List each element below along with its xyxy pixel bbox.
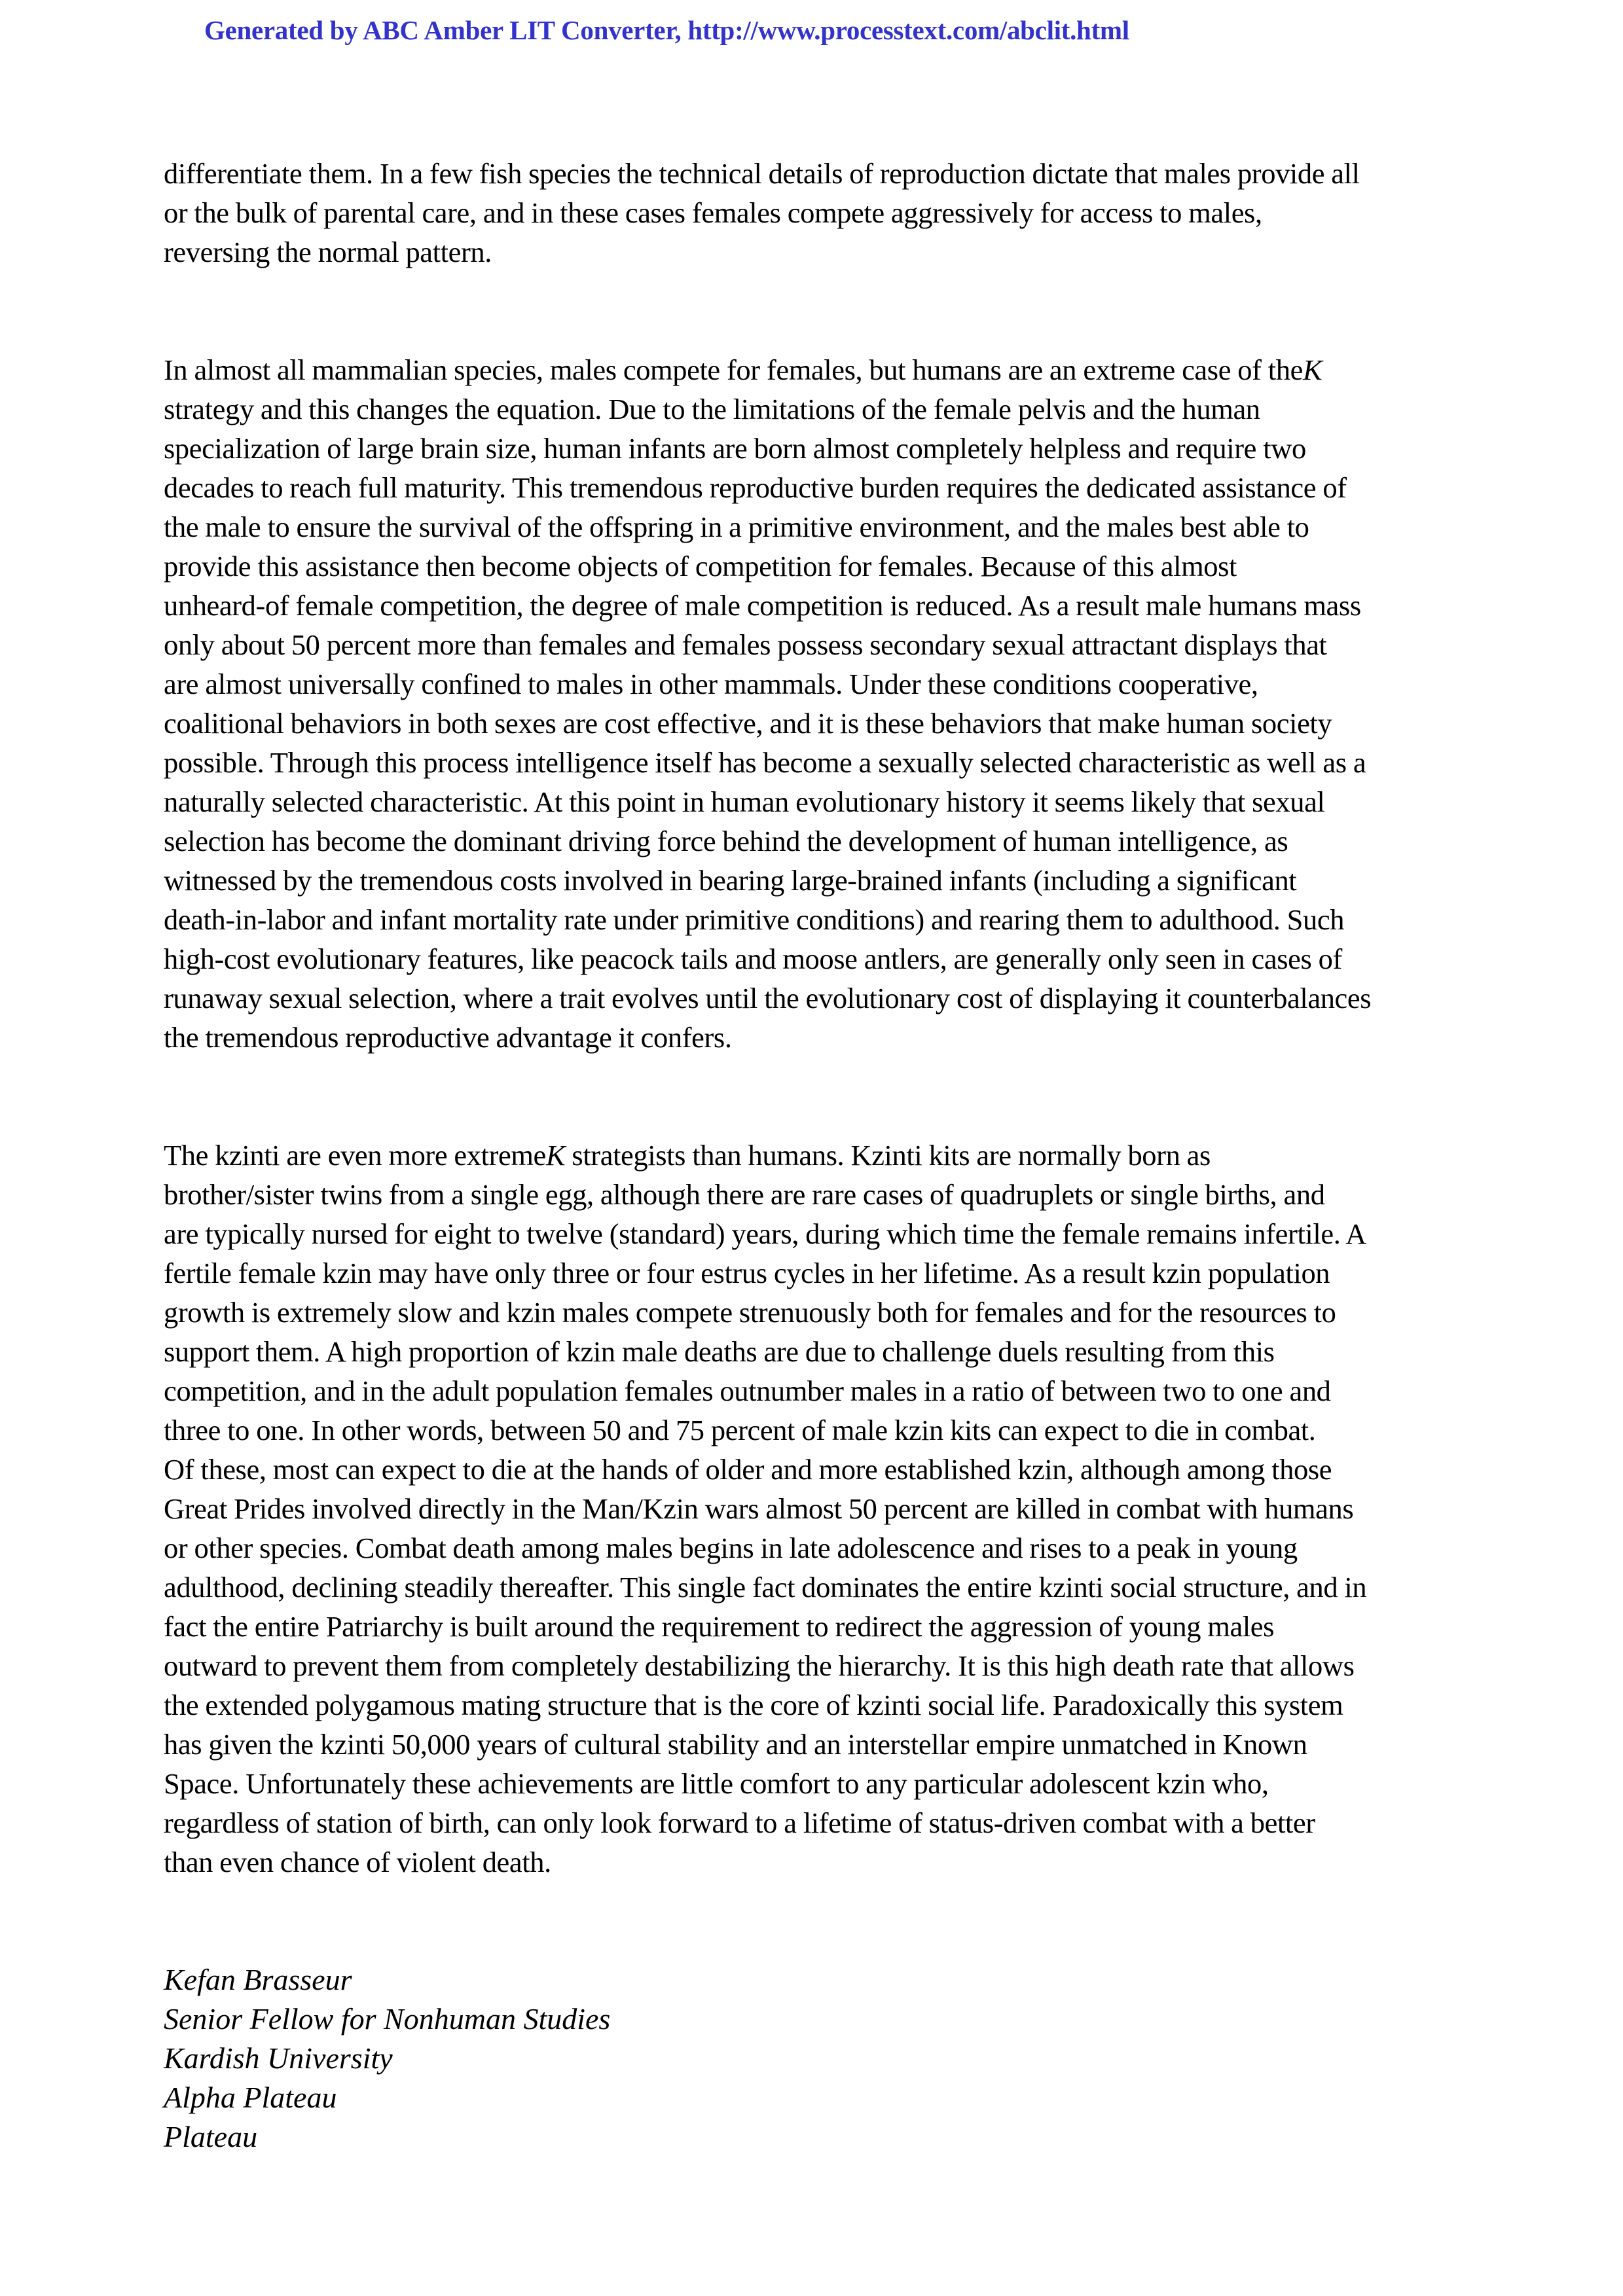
text-line: than even chance of violent death. xyxy=(164,1846,551,1878)
text-line: or other species. Combat death among males begins in late adolescence and rises to a peak in young xyxy=(164,1532,1298,1564)
text-line: only about 50 percent more than females and females possess secondary sexual attractant displays that xyxy=(164,628,1327,661)
text-line: are almost universally confined to males in other mammals. Under these conditions cooperative, xyxy=(164,668,1258,700)
text-segment: In almost all mammalian species, males compete for females, but humans are an extreme case of the xyxy=(164,353,1303,386)
text-line: adulthood, declining steadily thereafter. This single fact dominates the entire kzinti social structure, and in xyxy=(164,1571,1367,1604)
paragraph-kzinti xyxy=(164,1136,1467,1882)
author-region: Plateau xyxy=(164,2120,258,2153)
text-line: high-cost evolutionary features, like peacock tails and moose antlers, are generally only seen in cases of xyxy=(164,942,1342,975)
paragraph-mammalian-species xyxy=(164,350,1467,1057)
text-line: Of these, most can expect to die at the hands of older and more established kzin, although among those xyxy=(164,1453,1332,1486)
text-line: three to one. In other words, between 50 and 75 percent of male kzin kits can expect to die in combat. xyxy=(164,1414,1316,1446)
text-line: brother/sister twins from a single egg, although there are rare cases of quadruplets or single births, and xyxy=(164,1178,1325,1211)
text-line: fertile female kzin may have only three or four estrus cycles in her lifetime. As a result kzin population xyxy=(164,1257,1330,1289)
text-line: decades to reach full maturity. This tremendous reproductive burden requires the dedicated assistance of xyxy=(164,471,1347,504)
text-line: selection has become the dominant driving force behind the development of human intelligence, as xyxy=(164,825,1288,857)
text-line: naturally selected characteristic. At this point in human evolutionary history it seems likely that sexual xyxy=(164,785,1325,818)
document-body xyxy=(164,154,1467,2157)
text-line: specialization of large brain size, human infants are born almost completely helpless and require two xyxy=(164,432,1306,465)
text-line xyxy=(164,350,1467,389)
text-line: has given the kzinti 50,000 years of cultural stability and an interstellar empire unmatched in Known xyxy=(164,1728,1307,1761)
italic-k: K xyxy=(545,1139,566,1172)
paragraph-fish-species xyxy=(164,154,1467,272)
text-line: Space. Unfortunately these achievements are little comfort to any particular adolescent kzin who, xyxy=(164,1767,1269,1800)
text-line: Great Prides involved directly in the Man/Kzin wars almost 50 percent are killed in combat with humans xyxy=(164,1492,1354,1525)
author-name: Kefan Brasseur xyxy=(164,1963,352,1996)
text-line: reversing the normal pattern. xyxy=(164,236,492,268)
text-line: differentiate them. In a few fish species the technical details of reproduction dictate that males provide all xyxy=(164,157,1360,190)
text-line: provide this assistance then become objects of competition for females. Because of this almost xyxy=(164,550,1237,583)
text-line: are typically nursed for eight to twelve (standard) years, during which time the female remains infertile. A xyxy=(164,1217,1366,1250)
text-line: the male to ensure the survival of the offspring in a primitive environment, and the males best able to xyxy=(164,511,1309,543)
text-line: fact the entire Patriarchy is built around the requirement to redirect the aggression of young males xyxy=(164,1610,1275,1643)
text-line: or the bulk of parental care, and in these cases females compete aggressively for access to males, xyxy=(164,196,1262,229)
author-place: Alpha Plateau xyxy=(164,2081,337,2114)
text-line: death-in-labor and infant mortality rate under primitive conditions) and rearing them to adulthood. Such xyxy=(164,903,1345,936)
text-line: strategy and this changes the equation. Due to the limitations of the female pelvis and the human xyxy=(164,393,1260,425)
text-segment: The kzinti are even more extreme xyxy=(164,1139,546,1172)
author-title: Senior Fellow for Nonhuman Studies xyxy=(164,2002,611,2036)
text-line: runaway sexual selection, where a trait evolves until the evolutionary cost of displaying it counterbalances xyxy=(164,982,1372,1014)
text-line: outward to prevent them from completely destabilizing the hierarchy. It is this high death rate that allows xyxy=(164,1649,1355,1682)
converter-header-link[interactable]: Generated by ABC Amber LIT Converter, http://www.processtext.com/abclit.html xyxy=(204,15,1129,45)
text-line: competition, and in the adult population females outnumber males in a ratio of between two to one and xyxy=(164,1374,1331,1407)
text-line: the extended polygamous mating structure that is the core of kzinti social life. Paradoxically this system xyxy=(164,1689,1343,1721)
text-line: growth is extremely slow and kzin males compete strenuously both for females and for the resources to xyxy=(164,1296,1336,1329)
italic-k: K xyxy=(1302,353,1322,386)
text-line: the tremendous reproductive advantage it confers. xyxy=(164,1021,732,1054)
text-segment: strategists than humans. Kzinti kits are normally born as xyxy=(565,1139,1211,1172)
text-line: unheard-of female competition, the degree of male competition is reduced. As a result male humans mass xyxy=(164,589,1361,622)
text-line: coalitional behaviors in both sexes are cost effective, and it is these behaviors that make human society xyxy=(164,707,1332,740)
author-institution: Kardish University xyxy=(164,2041,393,2075)
text-line: possible. Through this process intelligence itself has become a sexually selected characteristic as well as a xyxy=(164,746,1366,779)
text-line: regardless of station of birth, can only look forward to a lifetime of status-driven combat with a better xyxy=(164,1806,1315,1839)
text-line xyxy=(164,1136,1467,1175)
author-signature xyxy=(164,1960,1467,2157)
text-line: witnessed by the tremendous costs involved in bearing large-brained infants (including a significant xyxy=(164,864,1297,897)
text-line: support them. A high proportion of kzin male deaths are due to challenge duels resulting from this xyxy=(164,1335,1275,1368)
